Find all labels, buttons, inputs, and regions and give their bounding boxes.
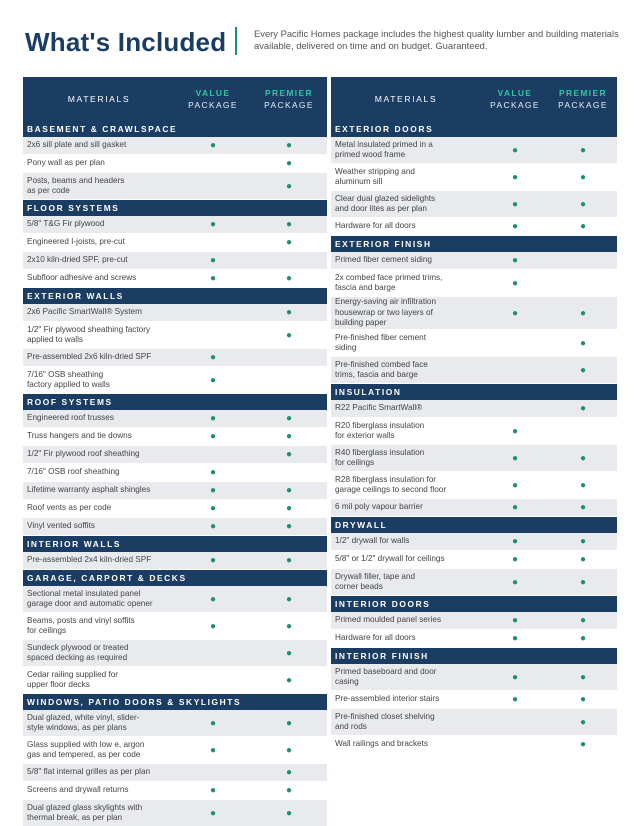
premier-package-check: ●	[579, 615, 587, 626]
value-package-check: ●	[209, 555, 217, 566]
material-label: Drywall filler, tape and corner beads	[335, 571, 416, 591]
premier-package-check: ●	[579, 221, 587, 232]
premier-header-sub: PACKAGE	[558, 100, 608, 110]
table-row	[23, 640, 327, 667]
material-label: Hardware for all doors	[335, 221, 416, 231]
table-row	[331, 709, 617, 736]
premier-package-check: ●	[579, 198, 587, 210]
table-row	[23, 155, 327, 173]
page-title: What's Included	[25, 27, 227, 57]
value-package-check: ●	[511, 452, 519, 464]
material-label: Sectional metal insulated panel garage door and automatic opener	[27, 588, 153, 608]
material-label: 7/16" OSB sheathing factory applied to walls	[27, 369, 110, 389]
material-label: R20 fiberglass insulation for exterior walls	[335, 420, 425, 440]
value-package-check: ●	[209, 431, 217, 442]
value-package-check: ●	[511, 425, 519, 437]
table-row	[23, 500, 327, 518]
table-row	[331, 533, 617, 551]
material-label: Dual glazed glass skylights with thermal break, as per plan	[27, 802, 143, 822]
premier-package-check: ●	[579, 694, 587, 705]
table-header	[23, 77, 327, 121]
material-label: Pre-assembled 2x4 kiln-dried SPF	[27, 555, 152, 565]
material-label: Pre-assembled interior stairs	[335, 694, 440, 704]
material-label: 2x10 kiln-dried SPF, pre-cut	[27, 255, 128, 265]
premier-package-check: ●	[579, 716, 587, 728]
material-label: Lifetime warranty asphalt shingles	[27, 485, 151, 495]
table-row	[331, 357, 617, 384]
table-row	[331, 551, 617, 569]
value-package-check: ●	[511, 198, 519, 210]
material-label: 6 mil poly vapour barrier	[335, 502, 423, 512]
header-description: Every Pacific Homes package includes the highest quality lumber and building materials available, delivered on time and on budget. Guaranteed.	[254, 28, 619, 51]
table-row	[331, 252, 617, 270]
value-package-check: ●	[511, 502, 519, 513]
table-row	[23, 710, 327, 737]
value-package-check: ●	[209, 140, 217, 151]
value-package-check: ●	[209, 521, 217, 532]
section-header: INTERIOR DOORS	[331, 596, 617, 612]
premier-package-check: ●	[285, 237, 293, 248]
table-row	[23, 446, 327, 464]
value-package-header	[481, 87, 549, 111]
table-row	[331, 191, 617, 218]
value-package-check: ●	[209, 503, 217, 514]
premier-package-check: ●	[285, 413, 293, 424]
premier-package-check: ●	[285, 674, 293, 686]
material-label: Cedar railing supplied for upper floor decks	[27, 669, 119, 689]
premier-package-check: ●	[579, 671, 587, 683]
premier-package-header	[549, 87, 617, 111]
page-header	[25, 24, 625, 60]
value-package-check: ●	[511, 144, 519, 156]
premier-package-check: ●	[285, 744, 293, 756]
table-row	[23, 667, 327, 694]
value-package-check: ●	[209, 374, 217, 386]
material-label: Clear dual glazed sidelights and door lites as per plan	[335, 193, 436, 213]
premier-header-name: PREMIER	[265, 88, 313, 98]
premier-package-check: ●	[285, 158, 293, 169]
material-label: 7/16" OSB roof sheathing	[27, 467, 120, 477]
premier-package-check: ●	[579, 337, 587, 349]
premier-package-check: ●	[285, 503, 293, 514]
premier-package-check: ●	[285, 307, 293, 318]
premier-package-check: ●	[285, 431, 293, 442]
premier-package-check: ●	[579, 171, 587, 183]
premier-package-check: ●	[285, 593, 293, 605]
table-row	[23, 252, 327, 270]
material-label: Primed fiber cement siding	[335, 255, 432, 265]
material-label: R28 fiberglass insulation for garage ceilings to second floor	[335, 474, 447, 494]
material-label: 5/8" flat internal grilles as per plan	[27, 767, 151, 777]
value-package-check: ●	[209, 273, 217, 284]
value-package-check: ●	[209, 785, 217, 796]
table-row	[331, 691, 617, 709]
table-row	[23, 552, 327, 570]
premier-package-check: ●	[285, 555, 293, 566]
table-row	[331, 612, 617, 630]
table-row	[331, 736, 617, 754]
value-package-check: ●	[511, 554, 519, 565]
table-row	[23, 764, 327, 782]
material-label: 1/2" Fir plywood roof sheathing	[27, 449, 140, 459]
material-label: Metal insulated primed in a primed wood frame	[335, 139, 433, 159]
material-label: Engineered roof trusses	[27, 413, 114, 423]
value-package-check: ●	[511, 255, 519, 266]
value-package-check: ●	[511, 277, 519, 289]
value-package-check: ●	[511, 171, 519, 183]
section-header: FLOOR SYSTEMS	[23, 200, 327, 216]
value-header-name: VALUE	[195, 88, 231, 98]
table-row	[331, 418, 617, 445]
value-package-check: ●	[209, 255, 217, 266]
premier-package-check: ●	[285, 807, 293, 819]
section-header: EXTERIOR DOORS	[331, 121, 617, 137]
table-row	[23, 367, 327, 394]
table-row	[23, 482, 327, 500]
value-package-check: ●	[209, 717, 217, 729]
table-row	[23, 216, 327, 234]
material-label: 1/2" Fir plywood sheathing factory applied to walls	[27, 324, 151, 344]
premier-header-name: PREMIER	[559, 88, 607, 98]
table-row	[23, 782, 327, 800]
section-header: INSULATION	[331, 384, 617, 400]
materials-header: MATERIALS	[67, 94, 131, 104]
value-package-check: ●	[209, 744, 217, 756]
value-package-check: ●	[209, 485, 217, 496]
value-package-check: ●	[511, 536, 519, 547]
premier-package-check: ●	[579, 479, 587, 491]
table-row	[331, 400, 617, 418]
premier-package-check: ●	[285, 485, 293, 496]
section-header: ROOF SYSTEMS	[23, 394, 327, 410]
value-package-check: ●	[511, 479, 519, 491]
material-label: 1/2" drywall for walls	[335, 536, 410, 546]
material-label: 2x combed face primed trims, fascia and barge	[335, 272, 443, 292]
value-package-check: ●	[511, 633, 519, 644]
material-label: Hardware for all doors	[335, 633, 416, 643]
materials-header: MATERIALS	[374, 94, 438, 104]
material-label: Posts, beams and headers as per code	[27, 175, 125, 195]
material-label: Energy-saving air infiltration housewrap or two layers of building paper	[335, 297, 437, 328]
material-label: Engineered I-joists, pre-cut	[27, 237, 125, 247]
premier-package-check: ●	[285, 329, 293, 341]
table-row	[331, 445, 617, 472]
material-label: Screens and drywall returns	[27, 785, 129, 795]
material-label: 5/8" T&G Fir plywood	[27, 219, 105, 229]
premier-package-check: ●	[579, 144, 587, 156]
value-package-check: ●	[209, 413, 217, 424]
table-row	[331, 270, 617, 297]
premier-package-check: ●	[579, 502, 587, 513]
section-header: INTERIOR WALLS	[23, 536, 327, 552]
right-table-body	[331, 121, 617, 754]
value-package-check: ●	[511, 307, 519, 319]
table-row	[23, 518, 327, 536]
premier-package-header	[251, 87, 327, 111]
premier-package-check: ●	[285, 273, 293, 284]
material-label: Wall railings and brackets	[335, 739, 428, 749]
premier-package-check: ●	[579, 307, 587, 319]
left-table-body	[23, 121, 327, 826]
material-label: Primed baseboard and door casing	[335, 666, 437, 686]
section-header: GARAGE, CARPORT & DECKS	[23, 570, 327, 586]
header-divider	[235, 27, 237, 55]
material-label: R40 fiberglass insulation for ceilings	[335, 447, 425, 467]
table-row	[331, 664, 617, 691]
premier-package-check: ●	[285, 767, 293, 778]
table-row	[331, 164, 617, 191]
material-label: Glass supplied with low e, argon gas and tempered, as per code	[27, 739, 145, 759]
right-table	[331, 77, 617, 754]
section-header: EXTERIOR FINISH	[331, 236, 617, 252]
value-package-check: ●	[209, 352, 217, 363]
value-package-check: ●	[511, 615, 519, 626]
material-label: Pre-finished fiber cement siding	[335, 332, 427, 352]
table-row	[23, 173, 327, 200]
premier-package-check: ●	[285, 647, 293, 659]
value-header-sub: PACKAGE	[490, 100, 540, 110]
table-row	[23, 464, 327, 482]
table-row	[23, 304, 327, 322]
table-row	[331, 499, 617, 517]
premier-package-check: ●	[579, 364, 587, 376]
section-header: BASEMENT & CRAWLSPACE	[23, 121, 327, 137]
table-row	[23, 800, 327, 826]
table-row	[331, 297, 617, 330]
table-row	[331, 472, 617, 499]
table-row	[331, 218, 617, 236]
table-row	[23, 737, 327, 764]
material-label: Roof vents as per code	[27, 503, 112, 513]
premier-package-check: ●	[285, 521, 293, 532]
material-label: Subfloor adhesive and screws	[27, 273, 137, 283]
premier-package-check: ●	[579, 554, 587, 565]
value-package-check: ●	[511, 671, 519, 683]
material-label: Vinyl vented soffits	[27, 521, 95, 531]
premier-package-check: ●	[579, 403, 587, 414]
premier-package-check: ●	[579, 576, 587, 588]
premier-package-check: ●	[285, 219, 293, 230]
table-row	[23, 349, 327, 367]
material-label: Pre-finished combed face trims, fascia and barge	[335, 359, 428, 379]
material-label: 5/8" or 1/2" drywall for ceilings	[335, 554, 445, 564]
premier-header-sub: PACKAGE	[264, 100, 314, 110]
table-row	[23, 586, 327, 613]
value-package-check: ●	[209, 219, 217, 230]
premier-package-check: ●	[285, 620, 293, 632]
table-row	[331, 137, 617, 164]
material-label: Dual glazed, white vinyl, slider- style windows, as per plans	[27, 712, 140, 732]
section-header: WINDOWS, PATIO DOORS & SKYLIGHTS	[23, 694, 327, 710]
table-row	[23, 410, 327, 428]
value-package-header	[175, 87, 251, 111]
table-row	[23, 270, 327, 288]
material-label: Weather stripping and aluminum sill	[335, 166, 415, 186]
section-header: DRYWALL	[331, 517, 617, 533]
table-header	[331, 77, 617, 121]
material-label: 2x6 sill plate and sill gasket	[27, 140, 127, 150]
value-package-check: ●	[209, 620, 217, 632]
table-row	[23, 234, 327, 252]
premier-package-check: ●	[579, 536, 587, 547]
premier-package-check: ●	[285, 449, 293, 460]
section-header: EXTERIOR WALLS	[23, 288, 327, 304]
material-label: Primed moulded panel series	[335, 615, 442, 625]
table-row	[331, 330, 617, 357]
material-label: Pre-finished closet shelving and rods	[335, 711, 435, 731]
value-package-check: ●	[511, 694, 519, 705]
material-label: Truss hangers and tie downs	[27, 431, 132, 441]
material-label: Pre-assembled 2x6 kiln-dried SPF	[27, 352, 152, 362]
premier-package-check: ●	[285, 717, 293, 729]
table-row	[331, 569, 617, 596]
material-label: 2x6 Pacific SmartWall® System	[27, 307, 142, 317]
material-label: Sundeck plywood or treated spaced decking as required	[27, 642, 129, 662]
table-row	[23, 613, 327, 640]
premier-package-check: ●	[285, 180, 293, 192]
value-package-check: ●	[511, 576, 519, 588]
value-package-check: ●	[209, 593, 217, 605]
table-row	[23, 428, 327, 446]
premier-package-check: ●	[285, 140, 293, 151]
table-row	[23, 137, 327, 155]
left-table	[23, 77, 327, 826]
value-package-check: ●	[209, 467, 217, 478]
section-header: INTERIOR FINISH	[331, 648, 617, 664]
material-label: Beams, posts and vinyl soffits for ceilings	[27, 615, 135, 635]
table-row	[23, 322, 327, 349]
premier-package-check: ●	[579, 739, 587, 750]
premier-package-check: ●	[579, 452, 587, 464]
premier-package-check: ●	[579, 633, 587, 644]
value-package-check: ●	[511, 221, 519, 232]
value-header-sub: PACKAGE	[188, 100, 238, 110]
material-label: R22 Pacific SmartWall®	[335, 403, 423, 413]
table-row	[331, 630, 617, 648]
value-header-name: VALUE	[497, 88, 533, 98]
value-package-check: ●	[209, 807, 217, 819]
material-label: Pony wall as per plan	[27, 158, 105, 168]
premier-package-check: ●	[285, 785, 293, 796]
